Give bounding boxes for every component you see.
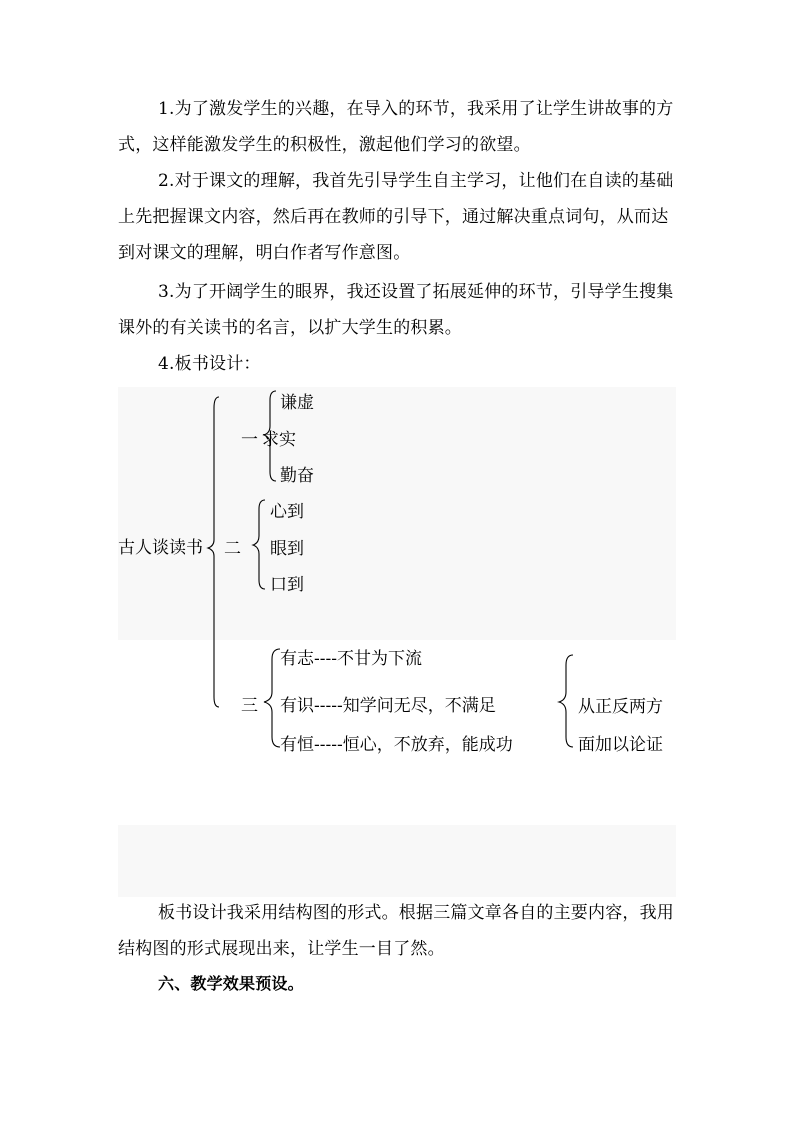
board-note-line-2: 面加以论证	[578, 735, 663, 755]
group1-item-1: 谦虚	[280, 393, 314, 413]
paragraph-3: 3.为了开阔学生的眼界，我还设置了拓展延伸的环节，引导学生搜集课外的有关读书的名言，以扩大学生的积累。	[118, 282, 674, 338]
group3-item-2: 有识-----知学问无尽，不满足	[280, 696, 496, 716]
group3-number: 三	[241, 696, 258, 716]
board-note-line-1: 从正反两方	[578, 697, 663, 717]
group2-brace	[253, 500, 265, 589]
group2-item-1: 心到	[270, 502, 304, 522]
note-brace	[559, 655, 573, 747]
main-brace	[208, 397, 219, 707]
group2-number: 二	[224, 539, 241, 559]
group3-brace	[264, 649, 280, 747]
group2-item-2: 眼到	[270, 539, 304, 559]
section-6-heading: 六、教学效果预设。	[158, 974, 304, 993]
group1-brace	[264, 391, 276, 481]
group2-item-3: 口到	[270, 575, 304, 595]
paragraph-2: 2.对于课文的理解，我首先引导学生自主学习，让他们在自读的基础上先把握课文内容，然后再在教师的引导下，通过解决重点词句，从而达到对课文的理解，明白作者写作意图。	[118, 171, 674, 263]
paragraph-5: 板书设计我采用结构图的形式。根据三篇文章各自的主要内容，我用结构图的形式展现出来，让学生一目了然。	[118, 903, 674, 959]
group3-item-3: 有恒-----恒心，不放弃，能成功	[280, 735, 513, 755]
board-design-heading: 4.板书设计：	[158, 354, 261, 374]
group1-number: 一	[241, 430, 258, 450]
board-root: 古人谈读书	[118, 538, 203, 558]
paragraph-1: 1.为了激发学生的兴趣，在导入的环节，我采用了让学生讲故事的方式，这样能激发学生的积极性，激起他们学习的欲望。	[118, 99, 674, 155]
group1-item-2: 求实	[262, 430, 296, 450]
group3-item-1: 有志----不甘为下流	[280, 649, 422, 669]
group1-item-3: 勤奋	[280, 466, 314, 486]
